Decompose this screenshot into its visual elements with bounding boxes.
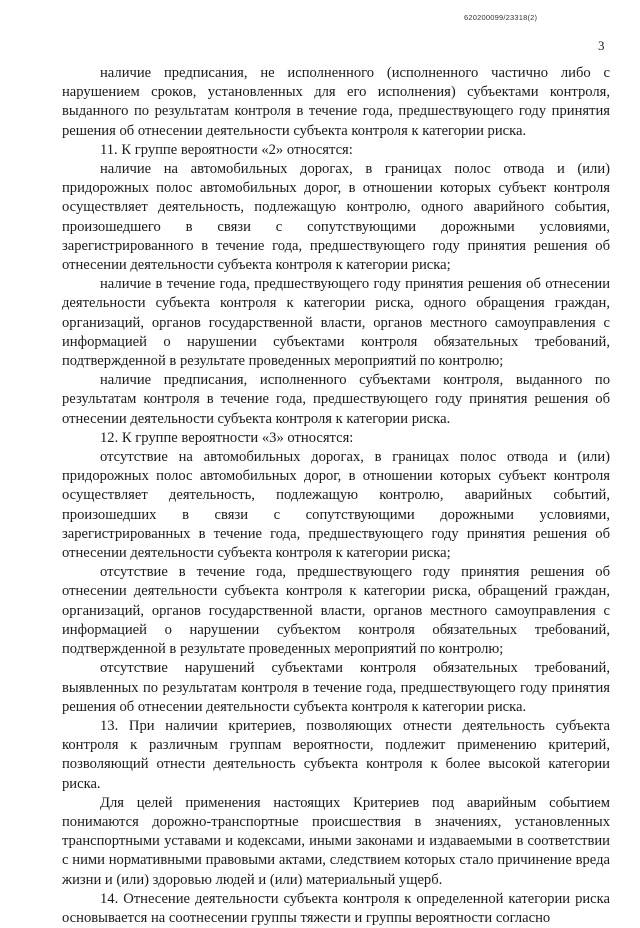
paragraph: наличие на автомобильных дорогах, в границах полос отвода и (или) придорожных полос автомобильных дорог, в отношении которых субъект контроля осуществляет деятельность, подлежащую контролю, одного аварийного события, произошедшего в связи с сопутствующими дорожными условиями, зарегистрированного в течение года, предшествующего году принятия решения об отнесении деятельности субъекта контроля к категории риска; (62, 161, 610, 274)
paragraph: наличие предписания, не исполненного (исполненного частично либо с нарушением сроков, установленных для его исполнения) субъектами контроля, выданного по результатам контроля в течение года, предшествующего году принятия решения об отнесении деятельности субъекта контроля к категории риска. (62, 65, 610, 139)
paragraph: отсутствие в течение года, предшествующего году принятия решения об отнесении деятельности субъекта контроля к категории риска, обращений граждан, организаций, органов государственной власти, органов местного самоуправления с информацией о нарушении субъектом контроля обязательных требований, подтвержденной в результате проведенных мероприятий по контролю; (62, 564, 610, 658)
page-number: 3 (598, 38, 605, 53)
paragraph: 12. К группе вероятности «3» относятся: (100, 429, 354, 446)
document-id: 620200099/23318(2) (464, 13, 538, 22)
paragraph: 11. К группе вероятности «2» относятся: (100, 141, 353, 158)
paragraph: наличие в течение года, предшествующего году принятия решения об отнесении деятельности субъекта контроля к категории риска, одного обращения граждан, организаций, органов государственной власти, органов местного самоуправления с информацией о нарушении субъектами контроля обязательных требований, подтвержденной в результате проведенных мероприятий по контролю; (62, 276, 610, 370)
document-body (62, 64, 610, 928)
paragraph: отсутствие нарушений субъектами контроля обязательных требований, выявленных по результатам контроля в течение года, предшествующего году принятия решения об отнесении деятельности субъекта контроля к категории риска. (62, 660, 610, 715)
paragraph: 14. Отнесение деятельности субъекта контроля к определенной категории риска основывается на соотнесении группы тяжести и группы вероятности согласно (62, 890, 610, 926)
paragraph: наличие предписания, исполненного субъектами контроля, выданного по результатам контроля в течение года, предшествующего году принятия решения об отнесении деятельности субъекта контроля к категории риска. (62, 372, 610, 427)
paragraph: отсутствие на автомобильных дорогах, в границах полос отвода и (или) придорожных полос автомобильных дорог, в отношении которых субъект контроля осуществляет деятельность, подлежащую контролю, аварийных событий, произошедших в связи с сопутствующими дорожными условиями, зарегистрированных в течение года, предшествующего году принятия решения об отнесении деятельности субъекта контроля к категории риска; (62, 449, 610, 562)
paragraph: Для целей применения настоящих Критериев под аварийным событием понимаются дорожно-транспортные происшествия в значениях, установленных транспортными уставами и кодексами, иными законами и издаваемыми в соответствии с ними нормативными правовыми актами, следствием которых стало причинение вреда жизни и (или) здоровью людей и (или) материальный ущерб. (62, 794, 610, 888)
paragraph: 13. При наличии критериев, позволяющих отнести деятельность субъекта контроля к различным группам вероятности, подлежит применению критерий, позволяющий отнести деятельность субъекта контроля к более высокой категории риска. (62, 717, 610, 792)
